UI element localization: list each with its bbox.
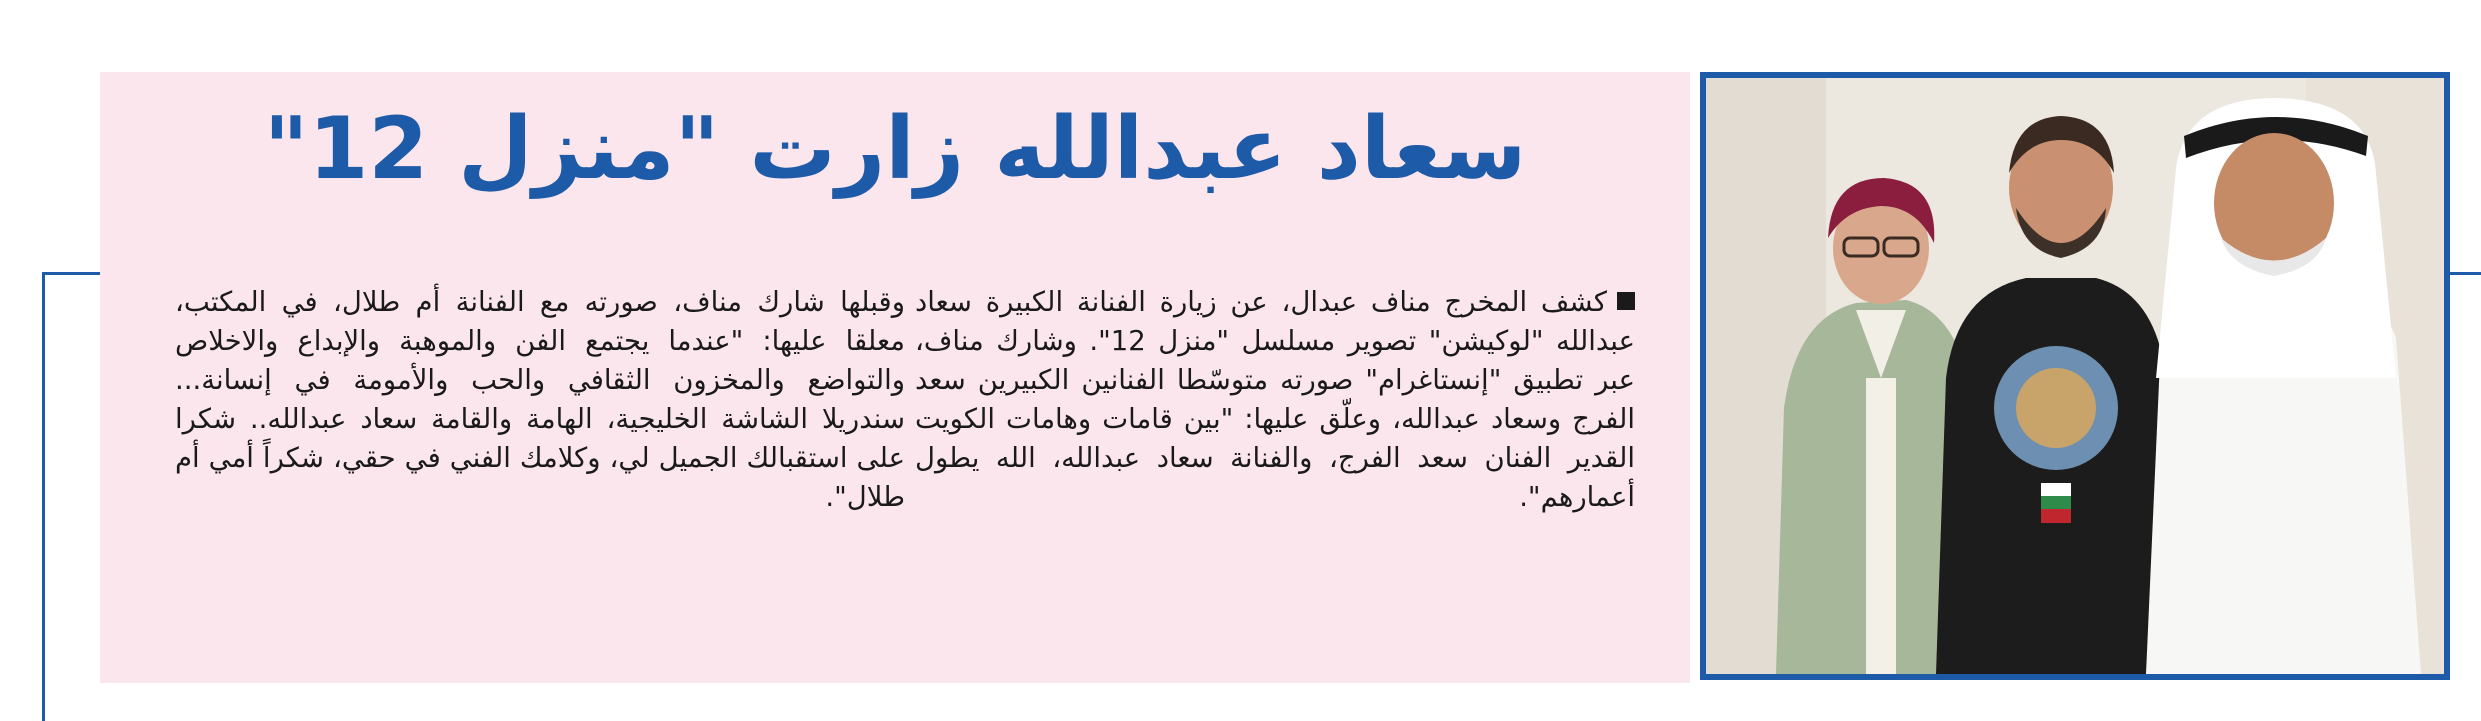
frame-rule-right-top: [2450, 272, 2481, 275]
article-photo: [1700, 72, 2450, 680]
article-column-right: [915, 283, 1635, 517]
article-column-right-text: كشف المخرج مناف عبدال، عن زيارة الفنانة الكبيرة سعاد عبدالله "لوكيشن" تصوير مسلسل "منزل 12". وشارك مناف، عبر تطبيق "إنستاغرام" صورته متوسّطا الفنانين الكبيرين سعد الفرج وسعاد عبدالله، وعلّق عليها: "بين قامات وهامات الكويت القدير الفنان سعد الفرج، والفنانة سعاد عبدالله، الله يطول أعمارهم".: [915, 286, 1635, 513]
article-photo-illustration: [1706, 78, 2444, 674]
article-column-left-text: وقبلها شارك مناف، صورته مع الفنانة أم طلال، في المكتب، معلقا عليها: "عندما يجتمع الفن والموهبة والإبداع والاخلاص والتواضع والمخزون الثقافي والحب والأمومة في إنسانة... سندريلا الشاشة الخليجية، الهامة والقامة سعاد عبدالله.. شكرا على استقبالك الجميل لي، وكلامك الفني في حقي، شكراً أمي أم طلال".: [175, 286, 905, 513]
frame-rule-left-vertical: [42, 272, 45, 721]
bullet-square-icon: [1617, 292, 1635, 310]
article-headline: سعاد عبدالله زارت "منزل 12": [263, 99, 1527, 199]
article-column-left: [175, 283, 905, 517]
frame-rule-left-top: [42, 272, 100, 275]
